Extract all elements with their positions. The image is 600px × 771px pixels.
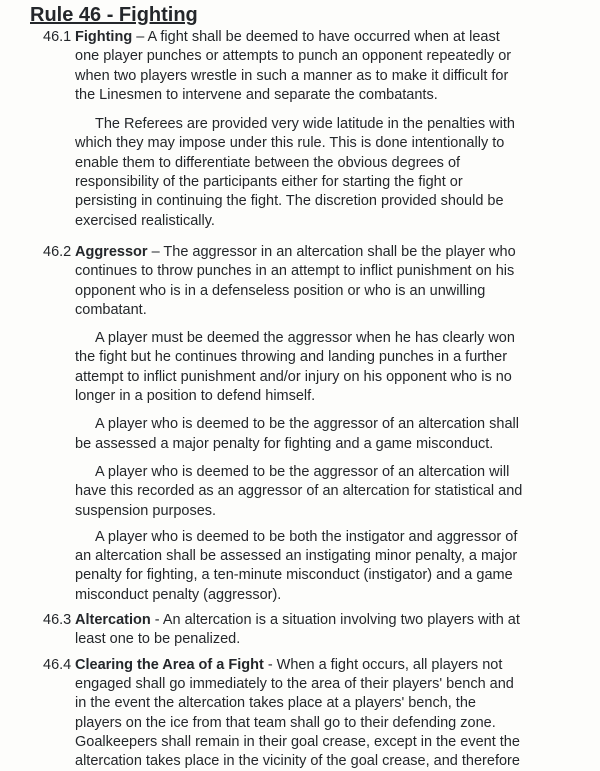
page-title: Rule 46 - Fighting — [30, 4, 198, 26]
rule-number: 46.4 — [43, 656, 72, 673]
document-body — [0, 28, 600, 771]
rule-paragraph: A player who is deemed to be both the instigator and aggressor of an altercation shall be assessed an instigating minor penalty, a major penalty for fighting, a ten-minute misconduct (instigator) and a game misconduct penalty (aggressor). — [75, 528, 518, 603]
rule-number: 46.3 — [43, 612, 72, 629]
rule-item-46.3 — [43, 611, 600, 650]
rule-text: Altercation - An altercation is a situation involving two players with at least one to be penalized. — [75, 612, 520, 648]
rule-paragraph: A player who is deemed to be the aggressor of an altercation will have this recorded as an aggressor of an altercation for statistical and suspension purposes. — [75, 463, 523, 519]
rule-heading: Clearing the Area of a Fight — [75, 656, 264, 673]
rule-heading: Fighting — [75, 29, 133, 45]
rule-item-46.2 — [43, 243, 600, 320]
rule-number: 46.1 — [43, 29, 72, 45]
rule-text: Fighting – A fight shall be deemed to have occurred when at least one player punches or attempts to punch an opponent repeatedly or when two players wrestle in such a manner as to make it difficult for the Linesmen to intervene and separate the combatants. — [75, 29, 512, 103]
rule-item-46.4 — [43, 656, 600, 771]
rule-number: 46.2 — [43, 243, 72, 260]
rule-heading: Altercation — [75, 612, 151, 629]
rule-item-46.1 — [43, 28, 600, 105]
rule-text: Clearing the Area of a Fight - When a fight occurs, all players not engaged shall go immediately to the area of their players' bench and in the event the altercation takes place at a players' bench, the players on the ice from that team shall go to their defending zone. Goalkeepers shall remain in their goal crease, except in the event the altercation takes place in the vicinity of the goal crease, and therefore — [75, 656, 520, 770]
rule-paragraph: A player who is deemed to be the aggressor of an altercation shall be assessed a major penalty for fighting and a game misconduct. — [75, 416, 519, 452]
rule-text: Aggressor – The aggressor in an altercation shall be the player who continues to throw punches in an attempt to inflict punishment on his opponent who is in a defenseless position or who is an unwilling combatant. — [75, 243, 516, 318]
rule-heading: Aggressor — [75, 243, 148, 260]
rule-paragraph: A player must be deemed the aggressor when he has clearly won the fight but he continues throwing and landing punches in a further attempt to inflict punishment and/or injury on his opponent who is no longer in a position to defend himself. — [75, 330, 515, 405]
rule-paragraph: The Referees are provided very wide latitude in the penalties with which they may impose under this rule. This is done intentionally to enable them to differentiate between the obvious degrees of responsibility of the participants either for starting the fight or persisting in continuing the fight. The discretion provided should be exercised realistically. — [75, 116, 515, 229]
